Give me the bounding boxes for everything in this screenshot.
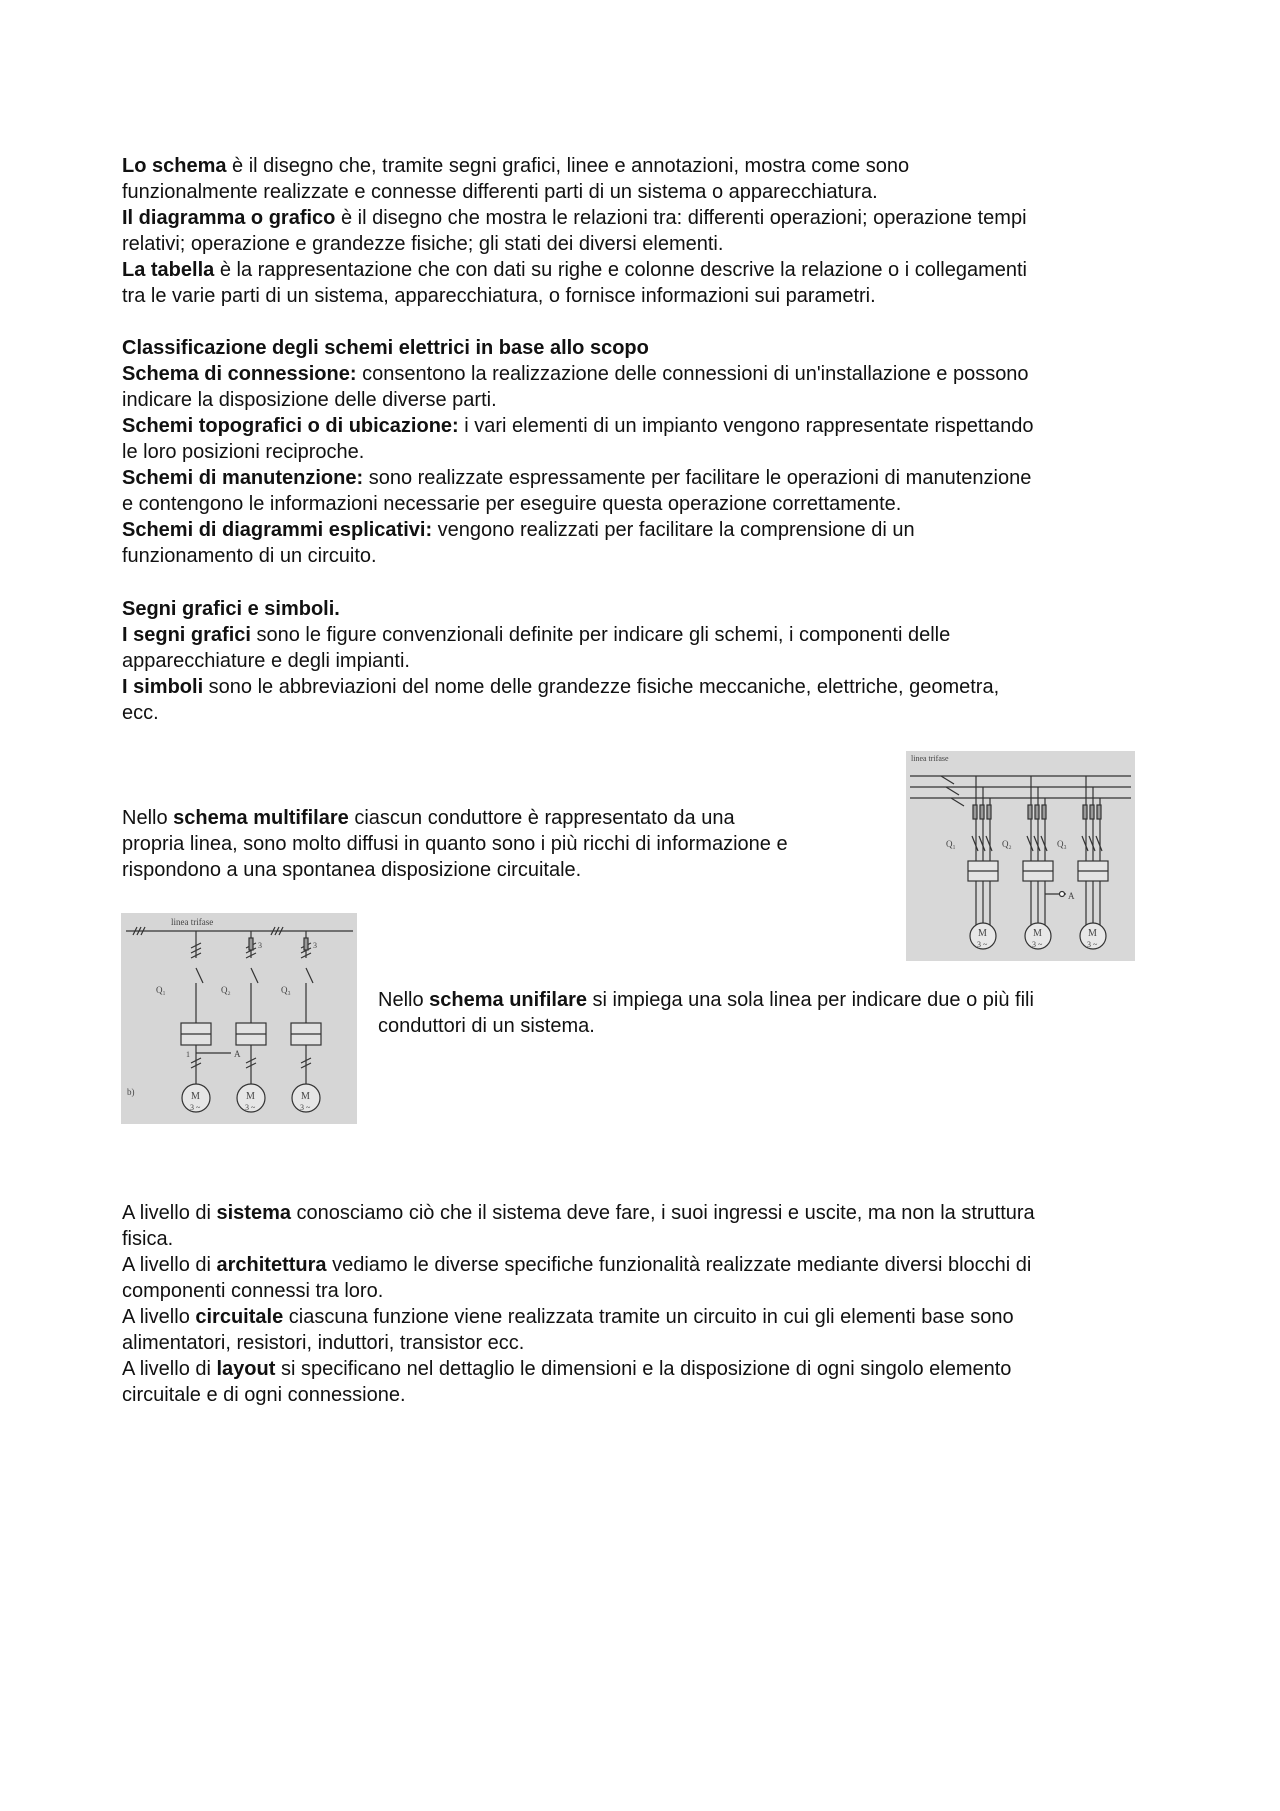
signs-block: Segni grafici e simboli. I segni grafici sono le figure convenzionali definite per indicare gli schemi, i componenti delle apparecchiature e degli impianti. I simboli sono le abbreviazioni del nome delle grandezze fisiche meccaniche, elettriche, geometra, ecc. — [122, 596, 1167, 726]
svg-text:3 ~: 3 ~ — [190, 1103, 201, 1112]
definition-line: Lo schema è il disegno che, tramite segni grafici, linee e annotazioni, mostra come sono — [122, 155, 910, 177]
svg-text:Q₂: Q₂ — [1002, 839, 1012, 849]
definition-line: La tabella è la rappresentazione che con dati su righe e colonne descrive la relazione o i collegamenti — [122, 259, 1027, 281]
svg-text:A: A — [234, 1049, 241, 1059]
classification-block: Classificazione degli schemi elettrici in base allo scopo Schema di connessione: consentono la realizzazione delle connessioni di un'installazione e possono indicare la disposizione delle diverse parti. Schemi topografici o di ubicazione: i vari elementi di un impianto vengono rappresentate rispettando le loro posizioni reciproche. Schemi di manutenzione: sono realizzate espressamente per facilitare le operazioni di manutenzione e contengono le informazioni necessarie per eseguire questa operazione correttamente. Schemi di diagrammi esplicativi: vengono realizzati per facilitare la comprensione di un funzionamento di un circuito. — [122, 335, 1167, 569]
multifilare-svg — [906, 751, 1135, 961]
multifilare-diagram — [906, 751, 1135, 961]
term-schema: Lo schema — [122, 155, 227, 177]
svg-text:1: 1 — [186, 1050, 190, 1059]
svg-text:linea trifase: linea trifase — [911, 754, 949, 763]
svg-text:Q₁: Q₁ — [946, 839, 956, 849]
unifilare-diagram — [121, 913, 357, 1124]
svg-text:3: 3 — [258, 941, 262, 950]
svg-text:3 ~: 3 ~ — [977, 940, 988, 949]
svg-text:M: M — [301, 1091, 310, 1102]
svg-text:3: 3 — [313, 941, 317, 950]
svg-text:Q₂: Q₂ — [221, 985, 231, 995]
signs-heading: Segni grafici e simboli. — [122, 598, 340, 620]
levels-block: A livello di sistema conosciamo ciò che il sistema deve fare, i suoi ingressi e uscite, ma non la struttura fisica. A livello di architettura vediamo le diverse specifiche funzionalità realizzate mediante diversi blocchi di componenti connessi tra loro. A livello circuitale ciascuna funzione viene realizzata tramite un circuito in cui gli elementi base sono alimentatori, resistori, induttori, transistor ecc. A livello di layout si specificano nel dettaglio le dimensioni e la disposizione di ogni singolo elemento circuitale e di ogni connessione. — [122, 1202, 1035, 1406]
svg-text:M: M — [191, 1091, 200, 1102]
svg-text:Q₃: Q₃ — [1057, 839, 1067, 849]
multifilare-text: Nello schema multifilare ciascun conduttore è rappresentato da una propria linea, sono molto diffusi in quanto sono i più ricchi di informazione e rispondono a una spontanea disposizione circuitale. — [122, 807, 788, 881]
svg-text:M: M — [978, 928, 987, 939]
definition-line: Il diagramma o grafico è il disegno che mostra le relazioni tra: differenti operazioni; operazione tempi — [122, 207, 1027, 229]
svg-text:A: A — [1068, 891, 1075, 901]
svg-text:M: M — [1088, 928, 1097, 939]
svg-text:3 ~: 3 ~ — [1032, 940, 1043, 949]
svg-text:3 ~: 3 ~ — [245, 1103, 256, 1112]
svg-text:3 ~: 3 ~ — [1087, 940, 1098, 949]
definitions-block: Lo schema è il disegno che, tramite segni grafici, linee e annotazioni, mostra come sono funzionalmente realizzate e connesse differenti parti di un sistema o apparecchiatura. Il diagramma o grafico è il disegno che mostra le relazioni tra: differenti operazioni; operazione tempi relativi; operazione e grandezze fisiche; gli stati dei diversi elementi. La tabella è la rappresentazione che con dati su righe e colonne descrive la relazione o i collegamenti tra le varie parti di un sistema, apparecchiatura, o fornisce informazioni sui parametri. — [122, 153, 1167, 309]
svg-text:Q₁: Q₁ — [156, 985, 166, 995]
classification-heading: Classificazione degli schemi elettrici in base allo scopo — [122, 337, 649, 359]
unifilare-svg — [121, 913, 357, 1124]
svg-text:linea trifase: linea trifase — [171, 917, 214, 927]
svg-text:Q₃: Q₃ — [281, 985, 291, 995]
svg-text:M: M — [246, 1091, 255, 1102]
svg-text:b): b) — [127, 1087, 135, 1097]
unifilare-text: Nello schema unifilare si impiega una sola linea per indicare due o più fili conduttori di un sistema. — [378, 989, 1034, 1037]
term-diagramma: Il diagramma o grafico — [122, 207, 336, 229]
svg-text:M: M — [1033, 928, 1042, 939]
term-tabella: La tabella — [122, 259, 215, 281]
svg-text:3 ~: 3 ~ — [300, 1103, 311, 1112]
